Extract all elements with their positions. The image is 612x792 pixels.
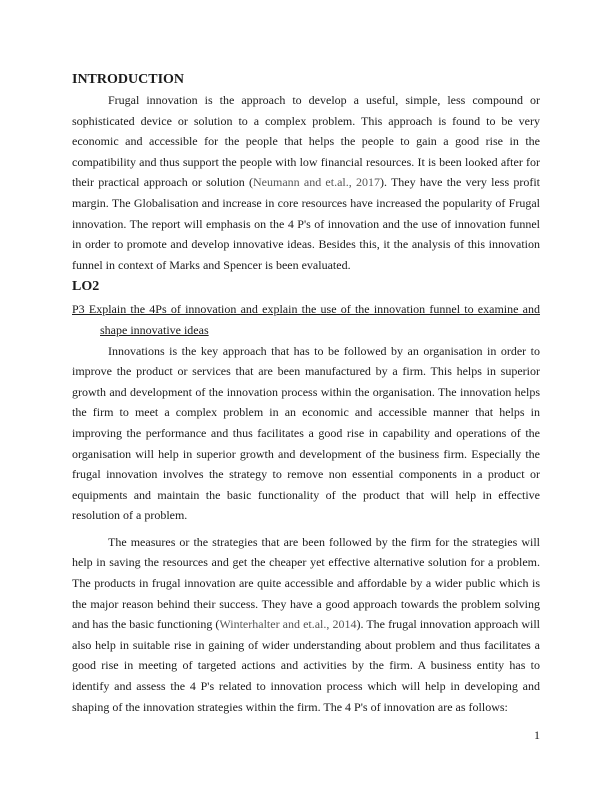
strategies-text-end: ). The frugal innovation approach will also help in suitable rise in gaining of wider understanding about problem and thus facilitates a good rise in meeting of targeted actions and activities by the firm. A business entity has to identify and assess the 4 P's related to innovation process which will help in developing and shaping of the innovation strategies within the firm. The 4 P's of innovation are as follows: [72,617,540,714]
introduction-paragraph [72,90,540,275]
introduction-heading: INTRODUCTION [72,72,185,87]
strategies-text-start: The measures or the strategies that are been followed by the firm for the strategies will help in saving the resources and get the cheaper yet effective alternative solution for a problem. The products in frugal innovation are quite accessible and affordable by a wider public which is the major reason behind their success. They have a good approach towards the problem solving and has the basic functioning ( [72,534,540,632]
innovation-paragraph: Innovations is the key approach that has to be followed by an organisation in order to improve the product or services that are been manufactured by a firm. This helps in superior growth and development of the innovation process within the organisation. The innovation helps the firm to meet a complex problem in an economic and accessible manner that helps in improving the performance and thus facilitates a good rise in capability and operations of the organisation will help in superior growth and development of the business firm. Especially the frugal innovation involves the strategy to remove non essential components in a product or equipments and maintain the basic functionality of the product that will help in effective resolution of a problem. [72,343,540,523]
task-p3-heading: P3 Explain the 4Ps of innovation and explain the use of the innovation funnel to examine and shape innovative ideas [72,302,540,337]
document-page [72,70,540,717]
introduction-text-end: ). They have the very less profit margin. The Globalisation and increase in core resources have increased the popularity of Frugal innovation. The report will emphasis on the 4 P's of innovation and the use of innovation funnel in order to promote and develop innovative ideas. Besides this, it the analysis of this innovation funnel in context of Marks and Spencer is been evaluated. [72,175,540,272]
strategies-paragraph [72,532,540,717]
introduction-text-start: Frugal innovation is the approach to develop a useful, simple, less compound or sophisticated device or solution to a complex problem. This approach is found to be very economic and accessible for the people that helps the people to gain a good rise in the compatibility and thus support the people with low financial resources. It is been looked after for their practical approach or solution ( [72,93,540,190]
lo2-heading: LO2 [72,279,100,295]
citation-neumann: Neumann and et.al., 2017 [253,175,380,190]
citation-winterhalter: Winterhalter and et.al., 2014 [219,617,357,632]
page-number: 1 [534,728,540,742]
